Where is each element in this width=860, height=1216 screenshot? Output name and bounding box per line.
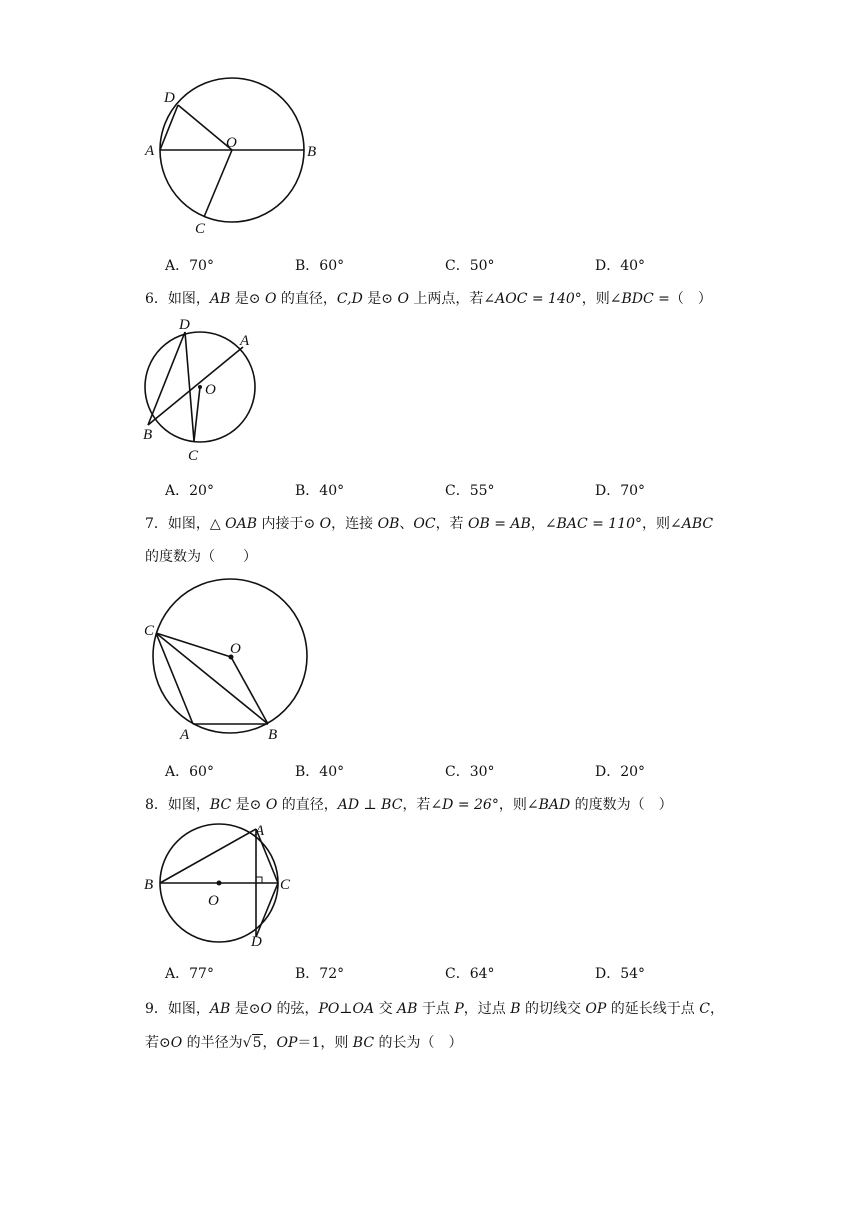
q8-options [0,963,860,985]
q6-label-o: O [205,382,216,398]
q6-segment-oc [194,387,200,441]
q8-label-o: O [208,893,219,909]
q7-option-b[interactable]: B．40° [295,764,345,780]
q7-stem-line1: 7．如图，△ OAB 内接于⊙ O，连接 OB、OC，若 OB = AB，∠BAC = 110°，则∠ABC [145,516,714,532]
q9-sqrt-sign: √ [242,1035,252,1051]
q8-label-c: C [280,877,291,893]
q7-option-c[interactable]: C．30° [445,764,495,780]
q8-chord-cd [256,883,278,937]
q8-option-c[interactable]: C．64° [445,966,495,982]
q9-sqrt-radicand: 5 [252,1035,262,1051]
q5-segment-do [178,105,232,150]
q8-right-angle-mark [256,877,262,883]
q5-option-a[interactable]: A．70° [165,258,214,274]
q5-options [0,255,860,277]
q6-option-c[interactable]: C．55° [445,483,495,499]
q7-label-a: A [180,727,190,743]
q8-option-d[interactable]: D．54° [595,966,646,982]
q7-figure [140,575,310,745]
q5-label-c: C [195,221,206,237]
q7-label-b: B [268,727,278,743]
q7-option-d[interactable]: D．20° [595,764,646,780]
q5-label-d: D [164,90,175,106]
q9-stem-line1: 9．如图，AB 是⊙O 的弦，PO⊥OA 交 AB 于点 P，过点 B 的切线交 OP 的延长线于点 C， [145,1001,724,1017]
q7-label-c: C [144,623,155,639]
q6-option-b[interactable]: B．40° [295,483,345,499]
q6-chord-dc [185,332,194,441]
q7-stem-line2: 的度数为（ ） [145,549,257,565]
q7-options [0,761,860,783]
q8-option-b[interactable]: B．72° [295,966,345,982]
q8-label-a: A [255,823,265,839]
q6-option-d[interactable]: D．70° [595,483,646,499]
q5-option-b[interactable]: B．60° [295,258,345,274]
q8-stem: 8．如图，BC 是⊙ O 的直径，AD ⊥ BC，若∠D = 26°，则∠BAD 的度数为（ ） [145,797,673,813]
q6-label-a: A [240,333,250,349]
q5-label-o: O [226,135,237,151]
q7-option-a[interactable]: A．60° [165,764,214,780]
q6-option-a[interactable]: A．20° [165,483,214,499]
q6-chord-bd [148,332,185,425]
q6-center-dot [198,385,202,389]
q8-center-dot [217,881,222,886]
q8-chord-ba [160,829,256,883]
q5-option-c[interactable]: C．50° [445,258,495,274]
q5-label-a: A [145,143,155,159]
q6-stem: 6．如图，AB 是⊙ O 的直径，C,D 是⊙ O 上两点，若∠AOC = 140°，则∠BDC =（ ） [145,291,712,307]
q5-label-b: B [307,144,317,160]
q9-stem-line2: 若⊙O 的半径为√5，OP＝1，则 BC 的长为（ ） [145,1035,463,1051]
q6-label-b: B [143,427,153,443]
q6-figure [135,315,270,465]
q6-label-d: D [179,317,190,333]
q8-label-b: B [144,877,154,893]
q6-diameter-ab [148,347,243,425]
q5-figure [140,80,340,240]
q7-segment-ob [231,657,268,724]
q7-label-o: O [230,641,241,657]
q7-segment-co [156,633,231,657]
q8-figure [140,818,310,953]
q5-chord-ad [160,105,178,150]
q5-segment-oc [204,150,232,217]
q7-chord-cb [156,633,268,724]
q5-option-d[interactable]: D．40° [595,258,646,274]
q8-label-d: D [251,934,262,950]
q8-option-a[interactable]: A．77° [165,966,214,982]
q6-options [0,480,860,502]
q6-label-c: C [188,448,199,464]
